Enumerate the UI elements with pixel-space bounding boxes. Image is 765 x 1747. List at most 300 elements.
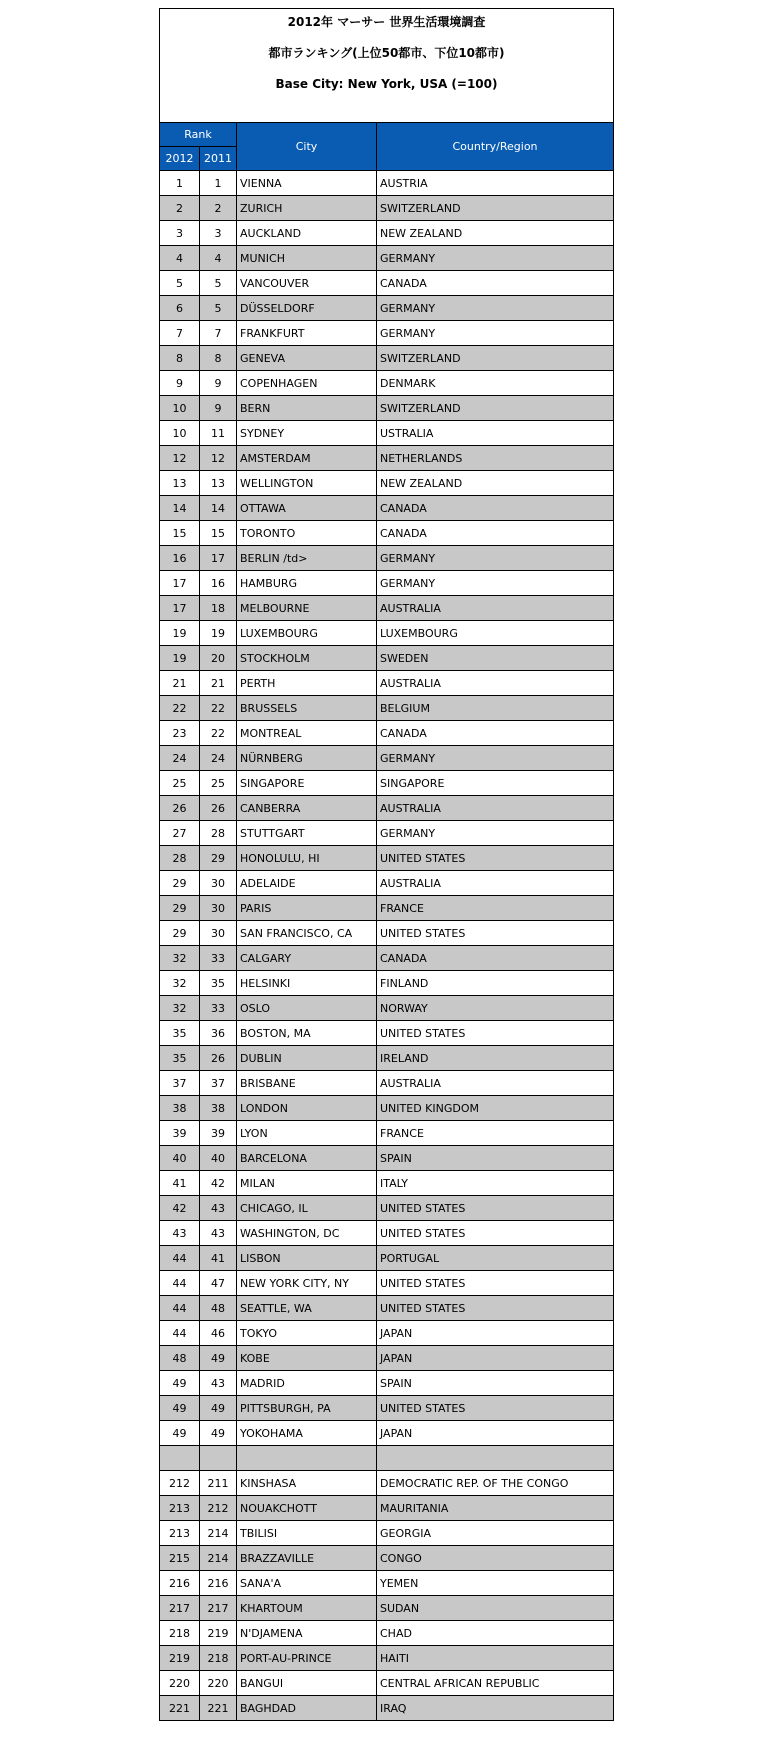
rank-2012-cell: 32 xyxy=(160,996,200,1021)
country-cell: UNITED STATES xyxy=(377,1271,614,1296)
rank-2012-cell: 219 xyxy=(160,1646,200,1671)
rank-2011-cell: 43 xyxy=(200,1196,237,1221)
rank-2012-cell: 3 xyxy=(160,221,200,246)
country-cell: ITALY xyxy=(377,1171,614,1196)
table-row xyxy=(160,796,614,821)
country-cell: BELGIUM xyxy=(377,696,614,721)
city-cell: KHARTOUM xyxy=(237,1596,377,1621)
country-cell: UNITED STATES xyxy=(377,1396,614,1421)
rank-2011-cell: 35 xyxy=(200,971,237,996)
country-cell: IRAQ xyxy=(377,1696,614,1721)
rank-2011-cell: 43 xyxy=(200,1221,237,1246)
country-cell: SWITZERLAND xyxy=(377,346,614,371)
rank-2011-cell: 8 xyxy=(200,346,237,371)
rank-2011-cell: 22 xyxy=(200,696,237,721)
table-row xyxy=(160,1371,614,1396)
rank-2012-cell: 44 xyxy=(160,1296,200,1321)
country-cell: AUSTRALIA xyxy=(377,671,614,696)
table-row xyxy=(160,846,614,871)
rank-2012-cell: 44 xyxy=(160,1246,200,1271)
rank-2012-cell: 49 xyxy=(160,1421,200,1446)
country-cell: UNITED STATES xyxy=(377,921,614,946)
rank-2012-cell: 41 xyxy=(160,1171,200,1196)
country-cell: SWITZERLAND xyxy=(377,196,614,221)
table-row xyxy=(160,496,614,521)
city-cell: BRUSSELS xyxy=(237,696,377,721)
separator-section xyxy=(160,1446,614,1471)
rank-2011-cell: 49 xyxy=(200,1421,237,1446)
table-row xyxy=(160,321,614,346)
table-row xyxy=(160,346,614,371)
rank-2012-cell: 8 xyxy=(160,346,200,371)
top-50-rows xyxy=(160,171,614,1446)
city-cell: STUTTGART xyxy=(237,821,377,846)
country-cell: GEORGIA xyxy=(377,1521,614,1546)
city-cell: AMSTERDAM xyxy=(237,446,377,471)
city-cell: SYDNEY xyxy=(237,421,377,446)
separator-row xyxy=(160,1446,614,1471)
city-header: City xyxy=(237,123,377,171)
table-row xyxy=(160,621,614,646)
country-cell: GERMANY xyxy=(377,546,614,571)
country-cell: UNITED KINGDOM xyxy=(377,1096,614,1121)
rank-2012-cell: 19 xyxy=(160,621,200,646)
rank-2011-cell: 214 xyxy=(200,1521,237,1546)
rank-2011-cell: 43 xyxy=(200,1371,237,1396)
header-row-1 xyxy=(160,123,614,147)
city-cell: PITTSBURGH, PA xyxy=(237,1396,377,1421)
country-cell: SINGAPORE xyxy=(377,771,614,796)
table-row xyxy=(160,996,614,1021)
country-cell: GERMANY xyxy=(377,571,614,596)
table-row xyxy=(160,721,614,746)
rank-2011-cell: 5 xyxy=(200,296,237,321)
country-cell: UNITED STATES xyxy=(377,846,614,871)
rank-2012-cell: 49 xyxy=(160,1371,200,1396)
separator-cell xyxy=(237,1446,377,1471)
rank-2011-cell: 15 xyxy=(200,521,237,546)
table-row xyxy=(160,1221,614,1246)
city-cell: KOBE xyxy=(237,1346,377,1371)
city-cell: TOKYO xyxy=(237,1321,377,1346)
country-cell: UNITED STATES xyxy=(377,1221,614,1246)
country-cell: AUSTRALIA xyxy=(377,596,614,621)
table-row xyxy=(160,1396,614,1421)
rank-2011-cell: 17 xyxy=(200,546,237,571)
rank-2011-cell: 12 xyxy=(200,446,237,471)
rank-2012-cell: 21 xyxy=(160,671,200,696)
survey-title: 2012年 マーサー 世界生活環境調査 xyxy=(287,15,486,29)
rank-2012-cell: 40 xyxy=(160,1146,200,1171)
table-row xyxy=(160,1696,614,1721)
country-cell: JAPAN xyxy=(377,1346,614,1371)
city-cell: AUCKLAND xyxy=(237,221,377,246)
city-cell: BANGUI xyxy=(237,1671,377,1696)
country-cell: CANADA xyxy=(377,496,614,521)
rank-2011-cell: 20 xyxy=(200,646,237,671)
rank-2012-cell: 17 xyxy=(160,596,200,621)
rank-2012-cell: 1 xyxy=(160,171,200,196)
rank-2011-cell: 33 xyxy=(200,946,237,971)
rank-2012-cell: 32 xyxy=(160,946,200,971)
table-row xyxy=(160,1146,614,1171)
table-row xyxy=(160,871,614,896)
rank-2012-cell: 216 xyxy=(160,1571,200,1596)
city-cell: HAMBURG xyxy=(237,571,377,596)
rank-2011-cell: 18 xyxy=(200,596,237,621)
rank-2012-cell: 35 xyxy=(160,1021,200,1046)
table-row xyxy=(160,1646,614,1671)
country-cell: GERMANY xyxy=(377,246,614,271)
city-cell: VIENNA xyxy=(237,171,377,196)
rank-2011-cell: 9 xyxy=(200,396,237,421)
city-cell: MUNICH xyxy=(237,246,377,271)
country-cell: FINLAND xyxy=(377,971,614,996)
rank-2012-cell: 10 xyxy=(160,396,200,421)
table-row xyxy=(160,1671,614,1696)
country-cell: NORWAY xyxy=(377,996,614,1021)
table-row xyxy=(160,1196,614,1221)
base-city-note: Base City: New York, USA (=100) xyxy=(275,77,498,91)
rank-2011-cell: 212 xyxy=(200,1496,237,1521)
city-cell: BARCELONA xyxy=(237,1146,377,1171)
city-cell: LUXEMBOURG xyxy=(237,621,377,646)
table-row xyxy=(160,296,614,321)
country-cell: SUDAN xyxy=(377,1596,614,1621)
rank-2011-cell: 217 xyxy=(200,1596,237,1621)
country-cell: JAPAN xyxy=(377,1321,614,1346)
city-cell: NÜRNBERG xyxy=(237,746,377,771)
city-cell: HELSINKI xyxy=(237,971,377,996)
country-cell: CANADA xyxy=(377,271,614,296)
country-cell: CANADA xyxy=(377,946,614,971)
country-cell: PORTUGAL xyxy=(377,1246,614,1271)
rank-2012-cell: 28 xyxy=(160,846,200,871)
rank-2011-cell: 9 xyxy=(200,371,237,396)
country-cell: CHAD xyxy=(377,1621,614,1646)
city-cell: MILAN xyxy=(237,1171,377,1196)
table-row xyxy=(160,396,614,421)
rank-2012-cell: 9 xyxy=(160,371,200,396)
city-cell: PARIS xyxy=(237,896,377,921)
table-row xyxy=(160,546,614,571)
rank-2011-cell: 1 xyxy=(200,171,237,196)
rank-2012-cell: 48 xyxy=(160,1346,200,1371)
city-cell: N'DJAMENA xyxy=(237,1621,377,1646)
city-cell: PORT-AU-PRINCE xyxy=(237,1646,377,1671)
table-row xyxy=(160,1021,614,1046)
country-cell: SPAIN xyxy=(377,1146,614,1171)
rank-2011-cell: 40 xyxy=(200,1146,237,1171)
city-cell: SAN FRANCISCO, CA xyxy=(237,921,377,946)
rank-2011-cell: 21 xyxy=(200,671,237,696)
rank-2012-cell: 220 xyxy=(160,1671,200,1696)
rank-2011-cell: 30 xyxy=(200,896,237,921)
table-title-cell xyxy=(160,9,614,123)
city-cell: BERN xyxy=(237,396,377,421)
rank-2012-cell: 37 xyxy=(160,1071,200,1096)
city-cell: OSLO xyxy=(237,996,377,1021)
rank-2012-cell: 32 xyxy=(160,971,200,996)
city-cell: FRANKFURT xyxy=(237,321,377,346)
city-cell: TBILISI xyxy=(237,1521,377,1546)
rank-2011-cell: 13 xyxy=(200,471,237,496)
country-cell: GERMANY xyxy=(377,296,614,321)
city-cell: COPENHAGEN xyxy=(237,371,377,396)
country-cell: AUSTRALIA xyxy=(377,1071,614,1096)
rank-2012-cell: 15 xyxy=(160,521,200,546)
table-row xyxy=(160,1621,614,1646)
rank-2011-cell: 46 xyxy=(200,1321,237,1346)
rank-2012-cell: 49 xyxy=(160,1396,200,1421)
table-row xyxy=(160,946,614,971)
city-cell: NOUAKCHOTT xyxy=(237,1496,377,1521)
rank-2012-header: 2012 xyxy=(160,147,200,171)
table-row xyxy=(160,596,614,621)
city-cell: CANBERRA xyxy=(237,796,377,821)
rank-2012-cell: 19 xyxy=(160,646,200,671)
country-cell: LUXEMBOURG xyxy=(377,621,614,646)
city-cell: LYON xyxy=(237,1121,377,1146)
rank-2011-cell: 42 xyxy=(200,1171,237,1196)
table-row xyxy=(160,971,614,996)
rank-2011-cell: 38 xyxy=(200,1096,237,1121)
rank-2011-header: 2011 xyxy=(200,147,237,171)
rank-2012-cell: 212 xyxy=(160,1471,200,1496)
table-row xyxy=(160,1271,614,1296)
table-row xyxy=(160,421,614,446)
table-row xyxy=(160,671,614,696)
city-cell: SEATTLE, WA xyxy=(237,1296,377,1321)
rank-2012-cell: 217 xyxy=(160,1596,200,1621)
city-cell: BRISBANE xyxy=(237,1071,377,1096)
country-cell: GERMANY xyxy=(377,821,614,846)
city-cell: LISBON xyxy=(237,1246,377,1271)
city-cell: HONOLULU, HI xyxy=(237,846,377,871)
city-cell: KINSHASA xyxy=(237,1471,377,1496)
rank-2011-cell: 22 xyxy=(200,721,237,746)
rank-2011-cell: 19 xyxy=(200,621,237,646)
rank-2012-cell: 42 xyxy=(160,1196,200,1221)
table-row xyxy=(160,821,614,846)
table-title-row xyxy=(160,9,614,123)
country-cell: IRELAND xyxy=(377,1046,614,1071)
rank-2011-cell: 218 xyxy=(200,1646,237,1671)
rank-2012-cell: 218 xyxy=(160,1621,200,1646)
table-row xyxy=(160,521,614,546)
table-row xyxy=(160,1496,614,1521)
table-row xyxy=(160,371,614,396)
table-row xyxy=(160,1321,614,1346)
rank-2012-cell: 213 xyxy=(160,1521,200,1546)
rank-2011-cell: 216 xyxy=(200,1571,237,1596)
rank-2011-cell: 5 xyxy=(200,271,237,296)
rank-2011-cell: 37 xyxy=(200,1071,237,1096)
table-row xyxy=(160,1246,614,1271)
rank-2012-cell: 5 xyxy=(160,271,200,296)
table-row xyxy=(160,921,614,946)
rank-2012-cell: 17 xyxy=(160,571,200,596)
rank-2011-cell: 25 xyxy=(200,771,237,796)
country-cell: NEW ZEALAND xyxy=(377,221,614,246)
rank-2011-cell: 28 xyxy=(200,821,237,846)
rank-2012-cell: 16 xyxy=(160,546,200,571)
rank-header: Rank xyxy=(160,123,237,147)
city-cell: MADRID xyxy=(237,1371,377,1396)
city-cell: BERLIN /td> xyxy=(237,546,377,571)
rank-2011-cell: 220 xyxy=(200,1671,237,1696)
city-cell: TORONTO xyxy=(237,521,377,546)
country-cell: MAURITANIA xyxy=(377,1496,614,1521)
rank-2012-cell: 25 xyxy=(160,771,200,796)
table-row xyxy=(160,646,614,671)
country-cell: AUSTRIA xyxy=(377,171,614,196)
ranking-subtitle: 都市ランキング(上位50都市、下位10都市) xyxy=(268,46,505,60)
country-cell: NETHERLANDS xyxy=(377,446,614,471)
rank-2012-cell: 29 xyxy=(160,871,200,896)
country-cell: FRANCE xyxy=(377,896,614,921)
country-cell: UNITED STATES xyxy=(377,1196,614,1221)
city-cell: GENEVA xyxy=(237,346,377,371)
table-row xyxy=(160,1046,614,1071)
city-cell: DÜSSELDORF xyxy=(237,296,377,321)
rank-2012-cell: 44 xyxy=(160,1321,200,1346)
city-cell: STOCKHOLM xyxy=(237,646,377,671)
separator-cell xyxy=(160,1446,200,1471)
table-row xyxy=(160,271,614,296)
rank-2011-cell: 16 xyxy=(200,571,237,596)
rank-2012-cell: 14 xyxy=(160,496,200,521)
table-row xyxy=(160,896,614,921)
country-cell: JAPAN xyxy=(377,1421,614,1446)
table-row xyxy=(160,1296,614,1321)
city-cell: OTTAWA xyxy=(237,496,377,521)
table-row xyxy=(160,1596,614,1621)
country-cell: CANADA xyxy=(377,721,614,746)
rank-2012-cell: 24 xyxy=(160,746,200,771)
rank-2011-cell: 49 xyxy=(200,1346,237,1371)
city-cell: ADELAIDE xyxy=(237,871,377,896)
rank-2011-cell: 26 xyxy=(200,1046,237,1071)
country-cell: FRANCE xyxy=(377,1121,614,1146)
city-cell: LONDON xyxy=(237,1096,377,1121)
country-cell: DEMOCRATIC REP. OF THE CONGO xyxy=(377,1471,614,1496)
country-cell: YEMEN xyxy=(377,1571,614,1596)
rank-2012-cell: 35 xyxy=(160,1046,200,1071)
table-row xyxy=(160,471,614,496)
city-cell: CHICAGO, IL xyxy=(237,1196,377,1221)
separator-cell xyxy=(200,1446,237,1471)
city-cell: SINGAPORE xyxy=(237,771,377,796)
city-cell: YOKOHAMA xyxy=(237,1421,377,1446)
rank-2011-cell: 4 xyxy=(200,246,237,271)
rank-2011-cell: 47 xyxy=(200,1271,237,1296)
table-row xyxy=(160,221,614,246)
table-row xyxy=(160,1471,614,1496)
rank-2011-cell: 30 xyxy=(200,871,237,896)
table-row xyxy=(160,171,614,196)
table-row xyxy=(160,1521,614,1546)
rank-2011-cell: 14 xyxy=(200,496,237,521)
country-header: Country/Region xyxy=(377,123,614,171)
rank-2012-cell: 29 xyxy=(160,896,200,921)
city-cell: BAGHDAD xyxy=(237,1696,377,1721)
table-row xyxy=(160,1546,614,1571)
table-row xyxy=(160,1096,614,1121)
city-cell: WELLINGTON xyxy=(237,471,377,496)
table-row xyxy=(160,571,614,596)
city-cell: PERTH xyxy=(237,671,377,696)
rank-2011-cell: 48 xyxy=(200,1296,237,1321)
rank-2012-cell: 43 xyxy=(160,1221,200,1246)
rank-2012-cell: 10 xyxy=(160,421,200,446)
rank-2012-cell: 6 xyxy=(160,296,200,321)
country-cell: CANADA xyxy=(377,521,614,546)
table-row xyxy=(160,1346,614,1371)
table-row xyxy=(160,1121,614,1146)
country-cell: UNITED STATES xyxy=(377,1021,614,1046)
country-cell: NEW ZEALAND xyxy=(377,471,614,496)
rank-2011-cell: 214 xyxy=(200,1546,237,1571)
table-row xyxy=(160,446,614,471)
rank-2012-cell: 215 xyxy=(160,1546,200,1571)
table-row xyxy=(160,196,614,221)
rank-2012-cell: 26 xyxy=(160,796,200,821)
rank-2012-cell: 29 xyxy=(160,921,200,946)
city-cell: CALGARY xyxy=(237,946,377,971)
country-cell: UNITED STATES xyxy=(377,1296,614,1321)
rank-2011-cell: 36 xyxy=(200,1021,237,1046)
rank-2012-cell: 221 xyxy=(160,1696,200,1721)
rank-2011-cell: 29 xyxy=(200,846,237,871)
city-cell: NEW YORK CITY, NY xyxy=(237,1271,377,1296)
table-row xyxy=(160,696,614,721)
rank-2011-cell: 33 xyxy=(200,996,237,1021)
country-cell: USTRALIA xyxy=(377,421,614,446)
country-cell: SWEDEN xyxy=(377,646,614,671)
city-ranking-table xyxy=(159,8,614,1721)
rank-2011-cell: 49 xyxy=(200,1396,237,1421)
rank-2011-cell: 3 xyxy=(200,221,237,246)
table-row xyxy=(160,1421,614,1446)
city-cell: MONTREAL xyxy=(237,721,377,746)
country-cell: CONGO xyxy=(377,1546,614,1571)
rank-2012-cell: 4 xyxy=(160,246,200,271)
rank-2011-cell: 7 xyxy=(200,321,237,346)
country-cell: SWITZERLAND xyxy=(377,396,614,421)
city-cell: SANA'A xyxy=(237,1571,377,1596)
country-cell: AUSTRALIA xyxy=(377,796,614,821)
country-cell: HAITI xyxy=(377,1646,614,1671)
rank-2011-cell: 30 xyxy=(200,921,237,946)
table-row xyxy=(160,1171,614,1196)
city-cell: VANCOUVER xyxy=(237,271,377,296)
rank-2011-cell: 2 xyxy=(200,196,237,221)
rank-2011-cell: 211 xyxy=(200,1471,237,1496)
table-row xyxy=(160,246,614,271)
table-row xyxy=(160,1571,614,1596)
rank-2012-cell: 7 xyxy=(160,321,200,346)
country-cell: GERMANY xyxy=(377,746,614,771)
rank-2012-cell: 2 xyxy=(160,196,200,221)
rank-2012-cell: 23 xyxy=(160,721,200,746)
rank-2011-cell: 26 xyxy=(200,796,237,821)
rank-2012-cell: 44 xyxy=(160,1271,200,1296)
rank-2012-cell: 13 xyxy=(160,471,200,496)
city-cell: WASHINGTON, DC xyxy=(237,1221,377,1246)
city-cell: DUBLIN xyxy=(237,1046,377,1071)
rank-2012-cell: 12 xyxy=(160,446,200,471)
